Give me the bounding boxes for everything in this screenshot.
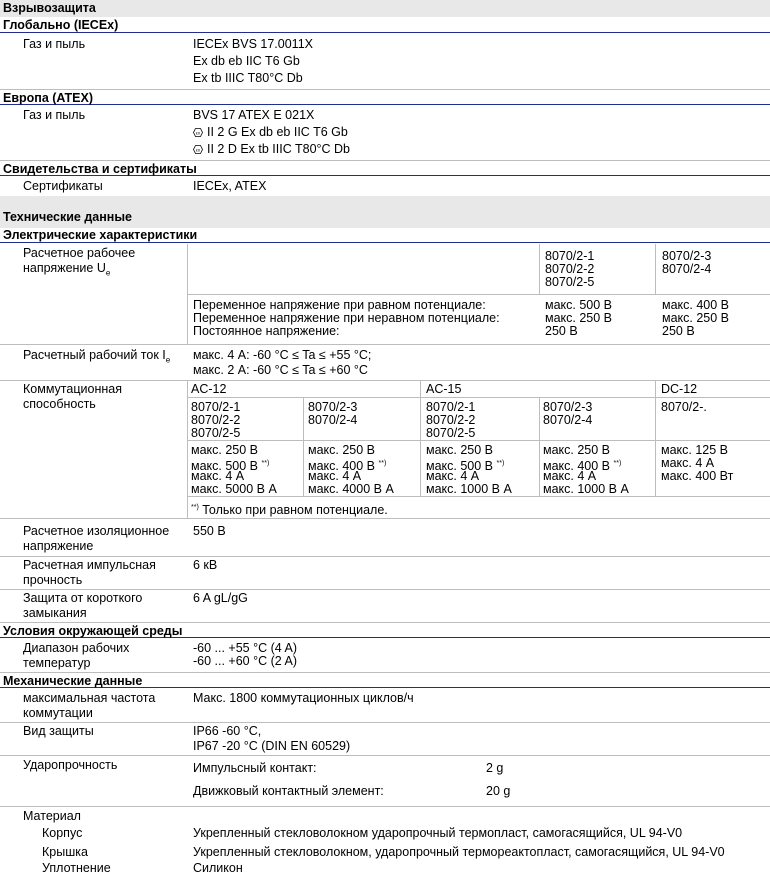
- shock-row-value: 20 g: [486, 784, 511, 798]
- sw-group-item: 8070/2-5: [191, 426, 241, 440]
- subsection-global-title: Глобально (IECEx): [0, 17, 770, 33]
- sw-group-item: 8070/2-1: [191, 400, 241, 414]
- sw-value: макс. 125 В: [661, 443, 729, 457]
- sw-group-item: 8070/2-3: [543, 400, 593, 414]
- europe-cert-line: εx II 2 D Ex tb IIIC T80°C Db: [193, 143, 350, 157]
- sw-group-item: 8070/2-2: [191, 413, 241, 427]
- global-gas-dust-label: Газ и пыль: [23, 37, 86, 51]
- rated-current-value: макс. 4 А: -60 °C ≤ Ta ≤ +55 °C;: [193, 348, 372, 362]
- protection-value: IP67 -20 °C (DIN EN 60529): [193, 739, 351, 753]
- dc12-header: DC-12: [661, 382, 698, 396]
- sw-value: макс. 4 А: [308, 469, 362, 483]
- material-name: Крышка: [42, 845, 88, 859]
- ac15-header: AC-15: [426, 382, 462, 396]
- sw-value: макс. 4 А: [426, 469, 480, 483]
- sw-value: макс. 4 А: [543, 469, 597, 483]
- sw-group-item: 8070/2-.: [661, 400, 707, 414]
- sw-value: макс. 4000 В А: [308, 482, 394, 496]
- certs-value: IECEx, ATEX: [193, 179, 267, 193]
- sw-value: макс. 400 В **): [543, 459, 622, 474]
- rated-current-value: макс. 2 А: -60 °C ≤ Ta ≤ +60 °C: [193, 363, 368, 377]
- sw-value: макс. 250 В: [426, 443, 494, 457]
- group2-item: 8070/2-4: [662, 262, 712, 276]
- insulation-value: 550 В: [193, 524, 226, 538]
- footnote: **) Только при равном потенциале.: [191, 503, 388, 518]
- europe-cert-line: BVS 17 ATEX E 021X: [193, 108, 315, 122]
- sw-value: макс. 500 В **): [426, 459, 505, 474]
- group2-value: макс. 250 В: [662, 311, 730, 325]
- group1-item: 8070/2-1: [545, 249, 595, 263]
- impulse-label: Расчетная импульсная: [23, 558, 156, 572]
- sw-value: макс. 4 А: [661, 456, 715, 470]
- group2-item: 8070/2-3: [662, 249, 712, 263]
- group1-item: 8070/2-2: [545, 262, 595, 276]
- short-circuit-value: 6 A gL/gG: [193, 591, 248, 605]
- sw-group-item: 8070/2-5: [426, 426, 476, 440]
- material-value: Силикон: [193, 861, 243, 875]
- section-explosion-title: Взрывозащита: [0, 0, 770, 17]
- switching-label: Коммутационная: [23, 382, 122, 396]
- sw-group-item: 8070/2-3: [308, 400, 358, 414]
- frequency-label: максимальная частота: [23, 691, 156, 705]
- sw-value: макс. 250 В: [543, 443, 611, 457]
- material-name: Уплотнение: [42, 861, 111, 875]
- protection-label: Вид защиты: [23, 724, 94, 738]
- group1-value: 250 В: [545, 324, 578, 338]
- material-label: Материал: [23, 809, 81, 823]
- sw-value: макс. 4 А: [191, 469, 245, 483]
- subsection-electrical-title: Электрические характеристики: [0, 228, 770, 243]
- material-value: Укрепленный стекловолокном, ударопрочный термореактопласт, самогасящийся, UL 94-V0: [193, 845, 725, 859]
- svg-text:εx: εx: [195, 130, 201, 136]
- rated-current-label: Расчетный рабочий ток $I_e$: [23, 348, 171, 365]
- material-name: Корпус: [42, 826, 83, 840]
- europe-cert-line: εx II 2 G Ex db eb IIC T6 Gb: [193, 126, 348, 140]
- sw-group-item: 8070/2-2: [426, 413, 476, 427]
- insulation-label: Расчетное изоляционное: [23, 524, 170, 538]
- sw-value: макс. 500 В **): [191, 459, 270, 474]
- sw-value: макс. 400 В **): [308, 459, 387, 474]
- group2-value: 250 В: [662, 324, 695, 338]
- impulse-label: прочность: [23, 573, 83, 587]
- global-cert-line: Ex tb IIIC T80°C Db: [193, 71, 303, 85]
- impulse-value: 6 кВ: [193, 558, 218, 572]
- rated-voltage-label: напряжение $U_e$: [23, 261, 111, 278]
- frequency-label: коммутации: [23, 706, 93, 720]
- svg-text:εx: εx: [195, 147, 201, 153]
- group2-value: макс. 400 В: [662, 298, 730, 312]
- group1-item: 8070/2-5: [545, 275, 595, 289]
- material-value: Укрепленный стекловолокном ударопрочный термопласт, самогасящийся, UL 94-V0: [193, 826, 683, 840]
- subsection-mechanical-title: Механические данные: [0, 672, 770, 688]
- ex-hexagon-icon: [193, 145, 203, 154]
- ac12-header: AC-12: [191, 382, 227, 396]
- short-circuit-label: замыкания: [23, 606, 87, 620]
- sw-value: макс. 1000 В А: [543, 482, 629, 496]
- sw-group-item: 8070/2-4: [543, 413, 593, 427]
- sw-group-item: 8070/2-4: [308, 413, 358, 427]
- voltage-row-label: Постоянное напряжение:: [193, 324, 340, 338]
- sw-group-item: 8070/2-1: [426, 400, 476, 414]
- global-cert-line: IECEx BVS 17.0011X: [193, 37, 313, 51]
- sw-value: макс. 250 В: [191, 443, 259, 457]
- sw-value: макс. 1000 В А: [426, 482, 512, 496]
- voltage-row-label: Переменное напряжение при неравном потенциале:: [193, 311, 500, 325]
- protection-value: IP66 -60 °C,: [193, 724, 262, 738]
- subsection-europe-title: Европа (ATEX): [0, 89, 770, 105]
- certs-label: Сертификаты: [23, 179, 103, 193]
- subsection-ambient-title: Условия окружающей среды: [0, 622, 770, 638]
- shock-row-value: 2 g: [486, 761, 504, 775]
- rated-voltage-label: Расчетное рабочее: [23, 246, 136, 260]
- sw-value: макс. 5000 В А: [191, 482, 277, 496]
- insulation-label: напряжение: [23, 539, 94, 553]
- global-cert-line: Ex db eb IIC T6 Gb: [193, 54, 300, 68]
- ambient-value: -60 ... +55 °C (4 A): [193, 641, 298, 655]
- ex-hexagon-icon: [193, 128, 203, 137]
- voltage-row-label: Переменное напряжение при равном потенциале:: [193, 298, 486, 312]
- shock-label: Ударопрочность: [23, 758, 118, 772]
- ambient-label: Диапазон рабочих: [23, 641, 130, 655]
- switching-label: способность: [23, 397, 96, 411]
- shock-row-name: Импульсный контакт:: [193, 761, 317, 775]
- group1-value: макс. 250 В: [545, 311, 613, 325]
- frequency-value: Макс. 1800 коммутационных циклов/ч: [193, 691, 414, 705]
- subsection-certs-title: Свидетельства и сертификаты: [0, 160, 770, 176]
- shock-row-name: Движковый контактный элемент:: [193, 784, 384, 798]
- sw-value: макс. 250 В: [308, 443, 376, 457]
- ambient-label: температур: [23, 656, 91, 670]
- sw-value: макс. 400 Вт: [661, 469, 734, 483]
- europe-gas-dust-label: Газ и пыль: [23, 108, 86, 122]
- section-tech-title: Технические данные: [0, 196, 770, 228]
- ambient-value: -60 ... +60 °C (2 A): [193, 654, 298, 668]
- short-circuit-label: Защита от короткого: [23, 591, 143, 605]
- group1-value: макс. 500 В: [545, 298, 613, 312]
